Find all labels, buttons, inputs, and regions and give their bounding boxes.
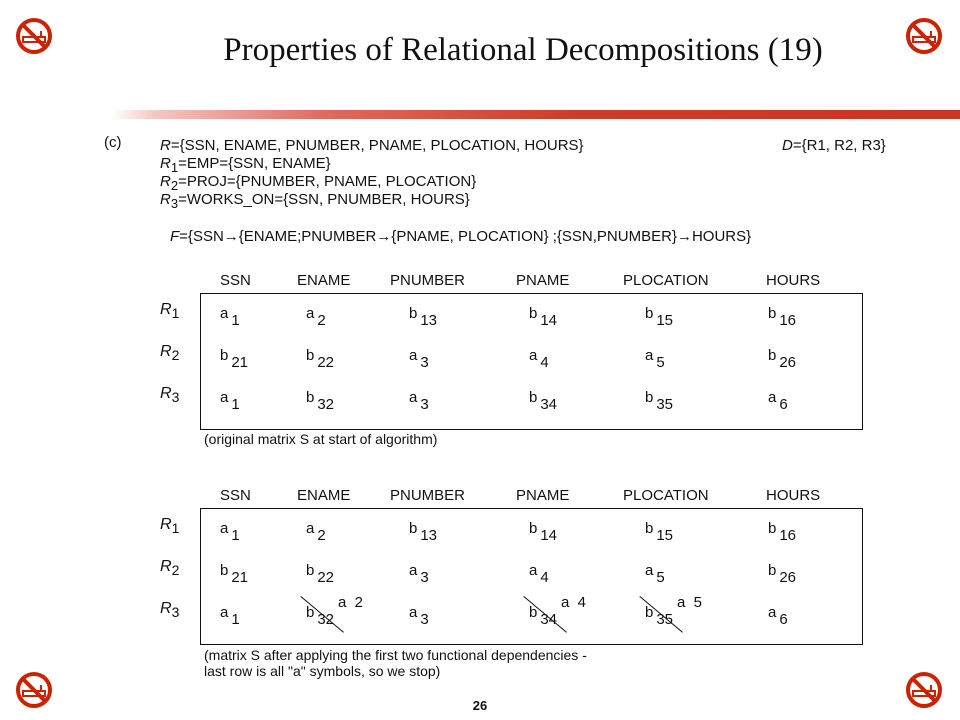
final-row-label-r3: R3: [160, 600, 180, 620]
initial-cell-r2-pnumber: a 3: [409, 347, 429, 371]
final-header-pnumber: PNUMBER: [390, 487, 466, 504]
initial-header-pnumber: PNUMBER: [390, 272, 466, 289]
initial-header-ssn: SSN: [220, 272, 251, 289]
initial-cell-r2-pname: a 4: [529, 347, 549, 371]
initial-cell-r3-ename: b 32: [306, 389, 335, 413]
page-number: 26: [472, 698, 488, 713]
label-c: (c): [104, 134, 122, 151]
initial-header-hours: HOURS: [766, 272, 821, 289]
def-d: D={R1, R2, R3}: [782, 137, 886, 154]
initial-cell-r2-plocation: a 5: [645, 347, 665, 371]
final-cell-r1-plocation: b 15: [645, 520, 674, 544]
initial-cell-r3-pname: b 34: [529, 389, 558, 413]
final-cell-r2-ssn: b 21: [220, 562, 249, 586]
final-header-ename: ENAME: [297, 487, 351, 504]
initial-cell-r1-plocation: b 15: [645, 305, 674, 329]
initial-cell-r1-ssn: a 1: [220, 305, 240, 329]
final-header-hours: HOURS: [766, 487, 821, 504]
final-row-label-r1: R1: [160, 516, 180, 536]
final-cell-r2-pname: a 4: [529, 562, 549, 586]
final-cell-r2-ename: b 22: [306, 562, 335, 586]
final-cell-r3-hours: a 6: [768, 604, 788, 628]
final-header-plocation: PLOCATION: [623, 487, 709, 504]
initial-cell-r1-pnumber: b 13: [409, 305, 438, 329]
final-cell-r1-ssn: a 1: [220, 520, 240, 544]
caption-final-line2: last row is all "a" symbols, so we stop): [204, 663, 441, 679]
initial-cell-r1-ename: a 2: [306, 305, 326, 329]
initial-row-label-r1: R1: [160, 301, 180, 321]
final-header-pname: PNAME: [516, 487, 570, 504]
final-cell-r1-pnumber: b 13: [409, 520, 438, 544]
final-cell-r3-pnumber: a 3: [409, 604, 429, 628]
final-cell-r1-hours: b 16: [768, 520, 797, 544]
def-r3: R3=WORKS_ON={SSN, PNUMBER, HOURS}: [160, 191, 470, 211]
final-cell-r3-pname: b 34 a 4: [529, 594, 587, 628]
final-cell-r1-pname: b 14: [529, 520, 558, 544]
initial-cell-r2-ename: b 22: [306, 347, 335, 371]
final-cell-r1-ename: a 2: [306, 520, 326, 544]
initial-cell-r3-plocation: b 35: [645, 389, 674, 413]
initial-row-label-r2: R2: [160, 343, 180, 363]
def-f: F={SSN→{ENAME;PNUMBER→{PNAME, PLOCATION} ;{SSN,PNUMBER}→HOURS}: [170, 228, 752, 245]
final-cell-r3-ssn: a 1: [220, 604, 240, 628]
initial-row-label-r3: R3: [160, 385, 180, 405]
final-row-label-r2: R2: [160, 558, 180, 578]
def-r: R={SSN, ENAME, PNUMBER, PNAME, PLOCATION, HOURS}: [160, 137, 584, 154]
initial-header-plocation: PLOCATION: [623, 272, 709, 289]
page-title: Properties of Relational Decompositions (19): [223, 32, 823, 68]
caption-final-line1: (matrix S after applying the first two functional dependencies -: [204, 647, 587, 663]
initial-cell-r2-ssn: b 21: [220, 347, 249, 371]
initial-cell-r3-pnumber: a 3: [409, 389, 429, 413]
final-header-ssn: SSN: [220, 487, 251, 504]
initial-cell-r1-pname: b 14: [529, 305, 558, 329]
title-rule: [112, 110, 960, 119]
caption-initial: (original matrix S at start of algorithm): [204, 431, 438, 447]
initial-header-pname: PNAME: [516, 272, 570, 289]
final-cell-r2-hours: b 26: [768, 562, 797, 586]
initial-header-ename: ENAME: [297, 272, 351, 289]
initial-cell-r1-hours: b 16: [768, 305, 797, 329]
final-cell-r2-plocation: a 5: [645, 562, 665, 586]
final-cell-r3-ename: b 32 a 2: [306, 594, 364, 628]
initial-cell-r3-ssn: a 1: [220, 389, 240, 413]
def-r2: R2=PROJ={PNUMBER, PNAME, PLOCATION}: [160, 173, 477, 193]
final-cell-r2-pnumber: a 3: [409, 562, 429, 586]
final-cell-r3-plocation: b 35 a 5: [645, 594, 703, 628]
def-r1: R1=EMP={SSN, ENAME}: [160, 155, 331, 175]
initial-cell-r3-hours: a 6: [768, 389, 788, 413]
initial-cell-r2-hours: b 26: [768, 347, 797, 371]
